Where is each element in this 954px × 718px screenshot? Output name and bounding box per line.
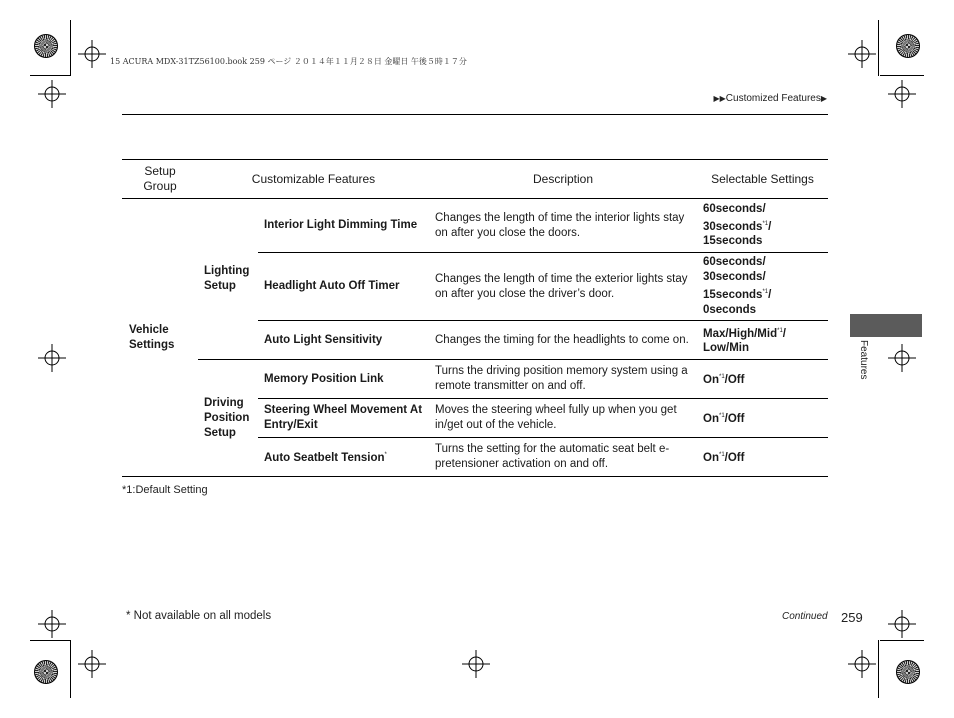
breadcrumb bbox=[713, 93, 827, 104]
default-marker: *1 bbox=[718, 413, 725, 420]
header-selectable-settings: Selectable Settings bbox=[697, 160, 828, 199]
default-marker: *1 bbox=[718, 452, 725, 459]
availability-note: * Not available on all models bbox=[126, 610, 272, 622]
feature-description: Moves the steering wheel fully up when you get in/get out of the vehicle. bbox=[429, 399, 697, 438]
setting-text: On bbox=[703, 412, 719, 425]
table-row bbox=[122, 360, 828, 399]
default-marker: *1 bbox=[762, 220, 769, 227]
default-setting-footnote: *1:Default Setting bbox=[122, 484, 208, 496]
group-vehicle-settings: Vehicle Settings bbox=[122, 199, 198, 477]
section-tab bbox=[850, 314, 922, 337]
setting-text: 60seconds/ bbox=[703, 256, 766, 269]
feature-name: Headlight Auto Off Timer bbox=[258, 253, 429, 321]
setting-text: Max/High/Mid bbox=[703, 327, 778, 340]
subgroup-lighting-setup: Lighting Setup bbox=[198, 199, 258, 360]
setting-text: 30seconds bbox=[703, 220, 763, 233]
color-rosette-bottom-right bbox=[896, 660, 920, 684]
selectable-settings bbox=[697, 399, 828, 438]
customization-table bbox=[122, 159, 828, 477]
feature-name: Auto Light Sensitivity bbox=[258, 321, 429, 360]
setting-text: 15seconds bbox=[703, 288, 763, 301]
feature-description: Turns the driving position memory system using a remote transmitter on and off. bbox=[429, 360, 697, 399]
feature-description: Changes the length of time the interior lights stay on after you close the doors. bbox=[429, 199, 697, 253]
header-setup-group: Setup Group bbox=[122, 160, 198, 199]
setting-text: / bbox=[768, 288, 772, 301]
default-marker: *1 bbox=[762, 289, 769, 296]
setting-text: 15seconds bbox=[703, 235, 763, 248]
breadcrumb-end-marker: ▶ bbox=[820, 94, 827, 103]
setting-text: / bbox=[782, 327, 786, 340]
print-header: 15 ACURA MDX-31TZ56100.book 259 ページ ２０１４年１１月２８日 金曜日 午後５時１７分 bbox=[110, 57, 467, 66]
header-customizable-features: Customizable Features bbox=[198, 160, 429, 199]
setting-text: 30seconds/ bbox=[703, 271, 766, 284]
setting-text: /Off bbox=[724, 373, 745, 386]
feature-name-cell bbox=[258, 438, 429, 477]
color-rosette-top-left bbox=[34, 34, 58, 58]
subgroup-driving-position-setup: Driving Position Setup bbox=[198, 360, 258, 477]
availability-marker: * bbox=[384, 452, 387, 459]
setting-text: On bbox=[703, 451, 719, 464]
continued-label: Continued bbox=[782, 611, 828, 622]
setting-text: Low/Min bbox=[703, 342, 749, 355]
default-marker: *1 bbox=[777, 327, 783, 334]
selectable-settings bbox=[697, 360, 828, 399]
table-row bbox=[122, 199, 828, 253]
feature-description: Changes the timing for the headlights to come on. bbox=[429, 321, 697, 360]
feature-name: Auto Seatbelt Tension bbox=[264, 451, 385, 464]
selectable-settings bbox=[697, 199, 828, 253]
feature-name: Steering Wheel Movement At Entry/Exit bbox=[258, 399, 429, 438]
breadcrumb-marker: ▶▶ bbox=[713, 94, 726, 103]
color-rosette-bottom-left bbox=[34, 660, 58, 684]
feature-description: Turns the setting for the automatic seat belt e-pretensioner activation on and off. bbox=[429, 438, 697, 477]
section-label: Features bbox=[858, 340, 869, 380]
setting-text: / bbox=[768, 220, 772, 233]
feature-name: Memory Position Link bbox=[258, 360, 429, 399]
header-description: Description bbox=[429, 160, 697, 199]
feature-description: Changes the length of time the exterior lights stay on after you close the driver’s door. bbox=[429, 253, 697, 321]
top-rule bbox=[122, 114, 828, 115]
breadcrumb-label: Customized Features bbox=[725, 93, 821, 104]
setting-text: 0seconds bbox=[703, 303, 757, 316]
page-number: 259 bbox=[841, 610, 863, 625]
setting-text: On bbox=[703, 373, 719, 386]
table-header-row bbox=[122, 160, 828, 199]
color-rosette-top-right bbox=[896, 34, 920, 58]
setting-text: 60seconds/ bbox=[703, 202, 766, 215]
setting-text: /Off bbox=[724, 412, 745, 425]
selectable-settings bbox=[697, 321, 828, 360]
setting-text: /Off bbox=[724, 451, 745, 464]
selectable-settings bbox=[697, 438, 828, 477]
selectable-settings bbox=[697, 253, 828, 321]
feature-name: Interior Light Dimming Time bbox=[258, 199, 429, 253]
default-marker: *1 bbox=[718, 374, 725, 381]
